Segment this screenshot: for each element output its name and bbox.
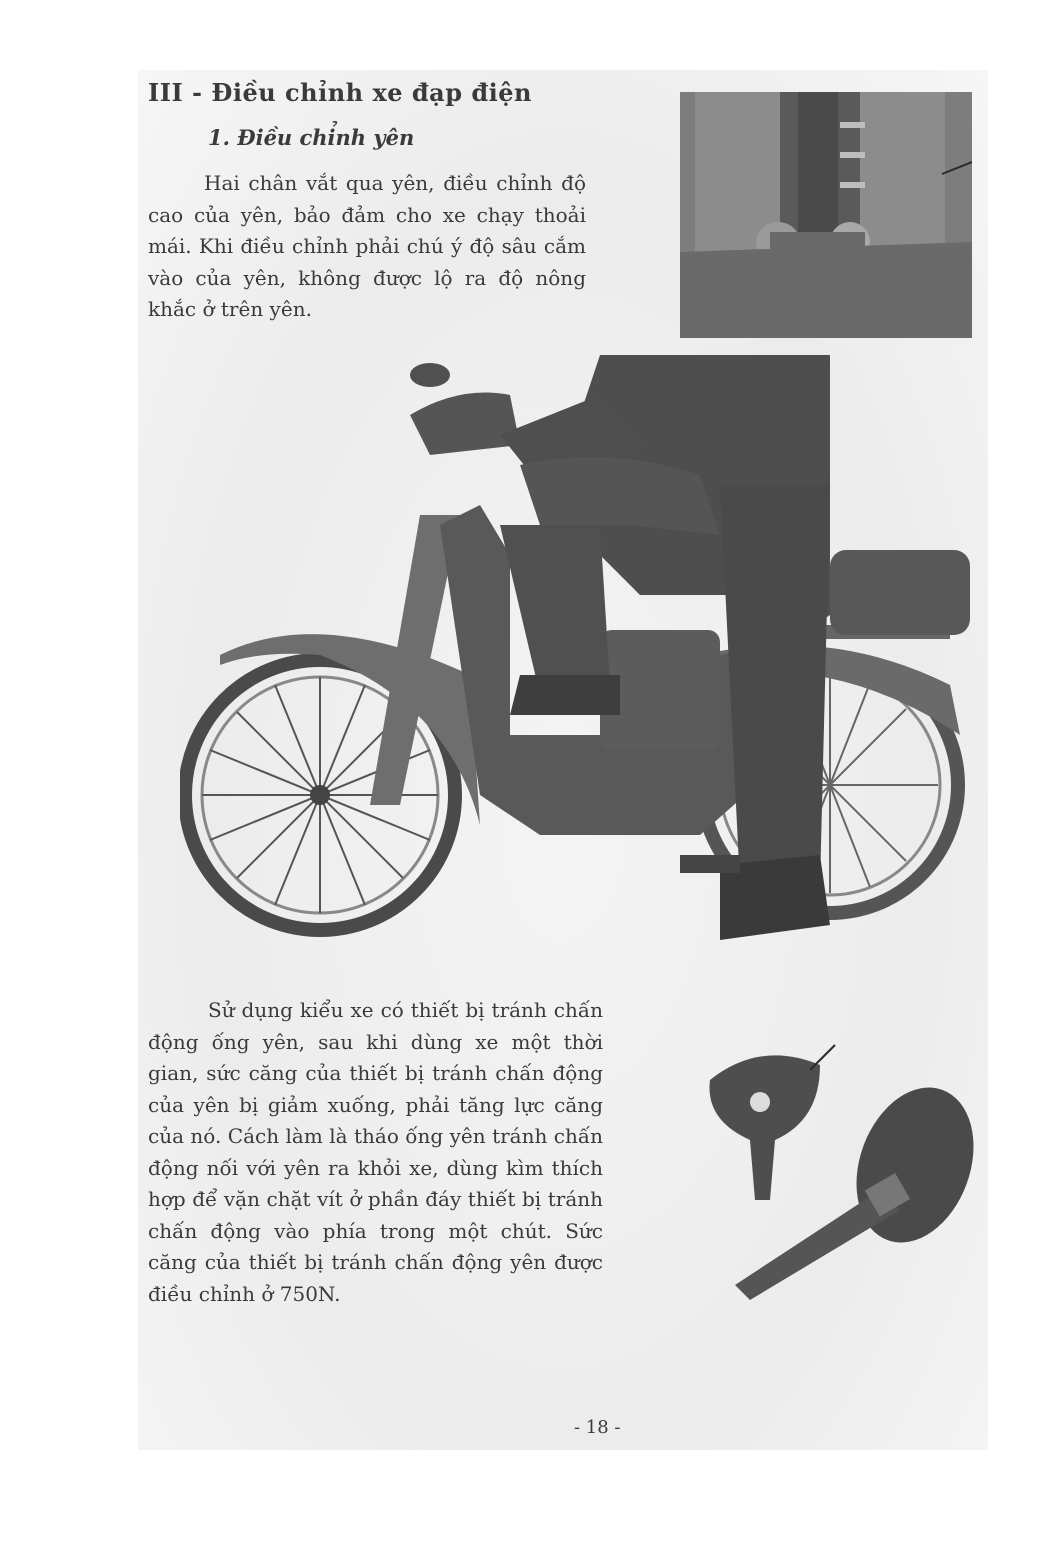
mirror (410, 363, 450, 387)
saddle-logo (750, 1092, 770, 1112)
paragraph-shock-absorber: Sử dụng kiểu xe có thiết bị tránh chấn động ống yên, sau khi dùng xe một thời gian, sức căng của thiết bị tránh chấn động của yên bị giảm xuống, phải tăng lực căng của nó. Cách làm là tháo ống yên tránh chấn động nối với yên ra khỏi xe, dùng kìm thích hợp để vặn chặt vít ở phần đáy thiết bị tránh chấn động vào phía trong một chút. Sức căng của thiết bị tránh chấn động yên được điều chỉnh ở 750N. (148, 998, 603, 1306)
section-heading: III - Điều chỉnh xe đạp điện (148, 78, 532, 107)
pointer-line (810, 1045, 835, 1070)
subsection-heading: 1. Điều chỉnh yên (208, 125, 415, 150)
saddle-top-view (710, 1055, 821, 1200)
seat-post-photo (680, 92, 972, 338)
front-fender (220, 634, 480, 825)
rider-left-shoe (510, 675, 620, 715)
paragraph-seat-height: Hai chân vắt qua yên, điều chỉnh độ cao của yên, bảo đảm cho xe chạy thoải mái. Khi điều chỉnh phải chú ý độ sâu cắm vào của yên, không được lộ ra độ nông khắc ở trên yên. (148, 171, 586, 321)
rear-trunk (830, 550, 970, 635)
rider-left-leg (500, 525, 610, 695)
rider-right-leg (720, 485, 830, 885)
saddle-shock-post-photo (700, 1040, 980, 1315)
rider-ebike-photo (180, 355, 980, 955)
page-number: - 18 - (574, 1417, 621, 1438)
handlebar (410, 393, 520, 456)
pedal (680, 855, 740, 873)
